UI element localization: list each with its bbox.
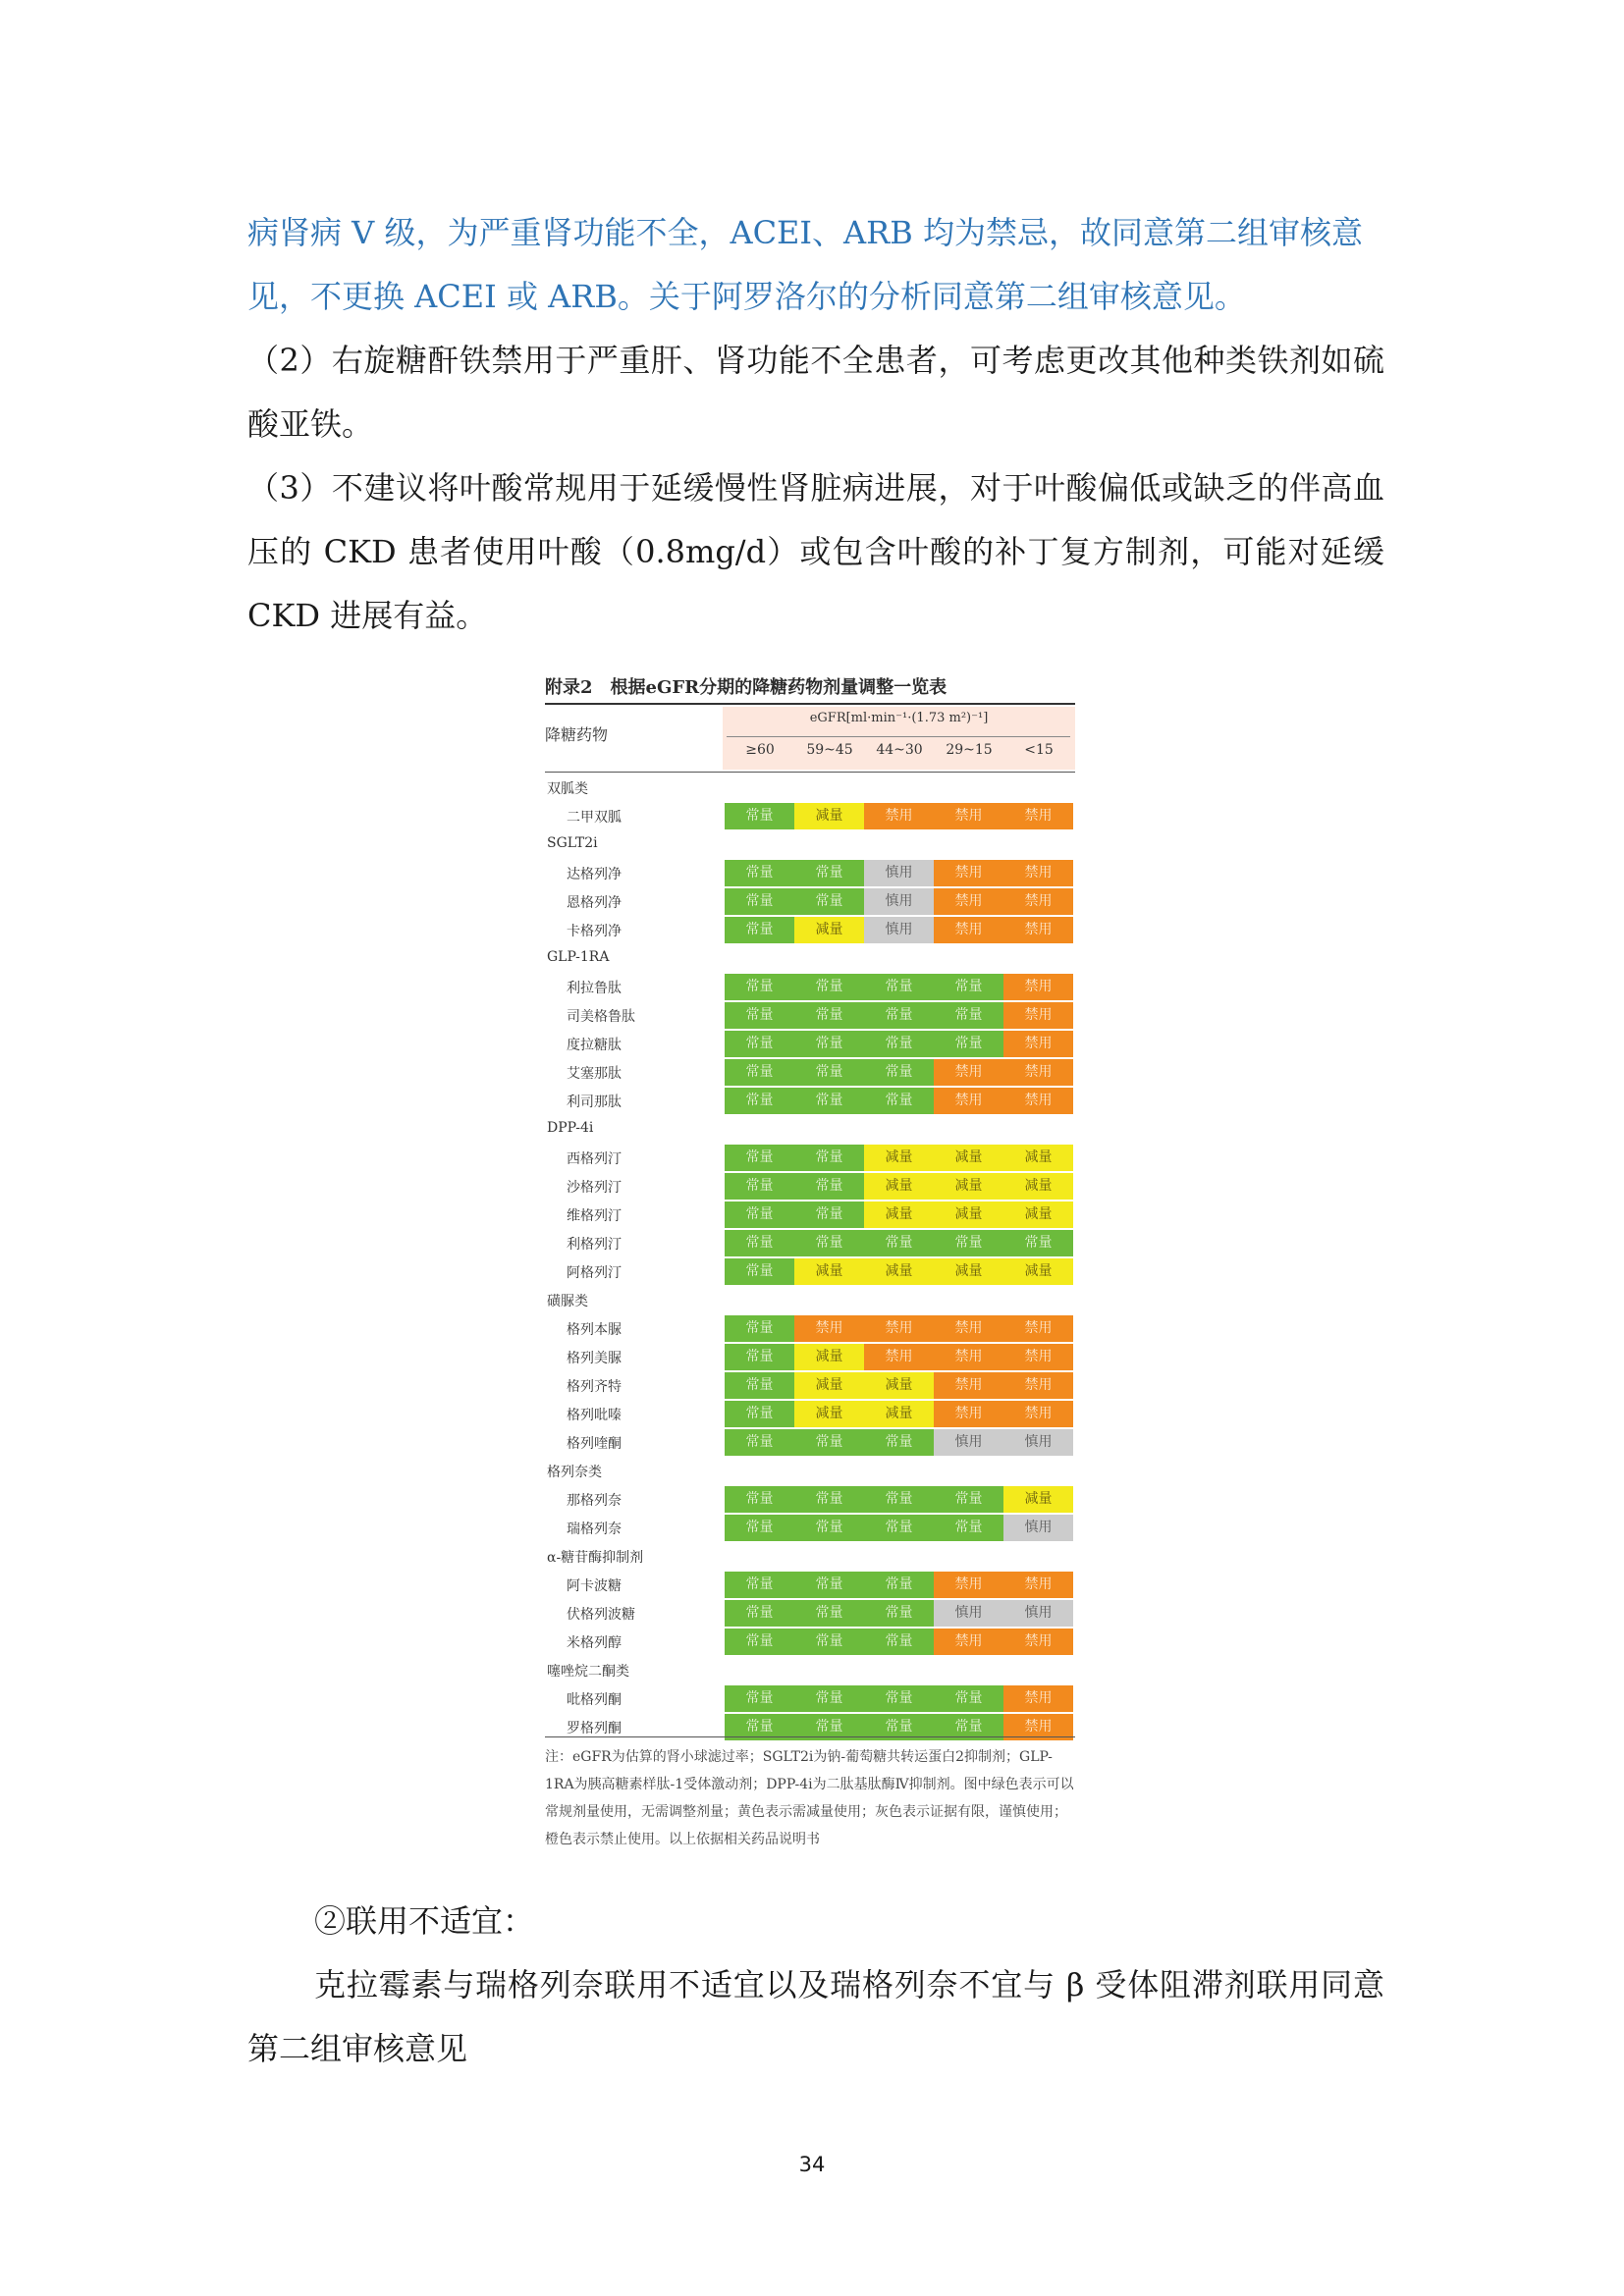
- drug-label: 维格列汀: [567, 1208, 622, 1224]
- dosage-cell: 常量: [864, 1600, 934, 1627]
- drug-dosage-table-figure: [545, 673, 1075, 1871]
- group-label: 噻唑烷二酮类: [547, 1664, 629, 1680]
- drug-label: 西格列汀: [567, 1151, 622, 1167]
- drug-label: 利司那肽: [567, 1095, 622, 1110]
- header-drug-label: 降糖药物: [545, 725, 609, 744]
- dosage-cell: 减量: [794, 1258, 864, 1285]
- dosage-cell: 禁用: [794, 1315, 864, 1342]
- dosage-cell: 禁用: [1003, 1002, 1073, 1029]
- dosage-cell: 禁用: [934, 803, 1003, 829]
- dosage-cell: 常量: [725, 1059, 794, 1086]
- table-row: [545, 1372, 1075, 1401]
- dosage-cell: 减量: [1003, 1201, 1073, 1228]
- dosage-cell: 减量: [1003, 1258, 1073, 1285]
- dosage-cell: 禁用: [1003, 1372, 1073, 1399]
- drug-label: 格列齐特: [567, 1379, 622, 1395]
- drug-label: 艾塞那肽: [567, 1066, 622, 1082]
- dosage-cell: 常量: [794, 1201, 864, 1228]
- dosage-cell: 常量: [934, 974, 1003, 1000]
- dosage-cell: 常量: [794, 1173, 864, 1200]
- dosage-cell: 禁用: [1003, 888, 1073, 915]
- dosage-cell: 常量: [725, 1031, 794, 1057]
- dosage-cell: 慎用: [1003, 1515, 1073, 1541]
- dosage-cell: 常量: [864, 1002, 934, 1029]
- drug-label: 格列喹酮: [567, 1436, 622, 1452]
- dosage-cell: 禁用: [934, 1401, 1003, 1427]
- dosage-cell: 慎用: [864, 860, 934, 886]
- dosage-cell: 常量: [725, 1600, 794, 1627]
- page-number: 34: [798, 2153, 826, 2176]
- dosage-cell: 减量: [864, 1258, 934, 1285]
- dosage-cell: 常量: [725, 1201, 794, 1228]
- dosage-cell: 减量: [1003, 1486, 1073, 1513]
- dosage-cell: 禁用: [934, 1372, 1003, 1399]
- dosage-cell: 常量: [794, 1145, 864, 1171]
- dosage-cell: 常量: [794, 1714, 864, 1740]
- dosage-cell: 减量: [864, 1145, 934, 1171]
- group-label: α-糖苷酶抑制剂: [547, 1550, 644, 1566]
- dosage-cell: 常量: [725, 1372, 794, 1399]
- dosage-cell: 慎用: [864, 888, 934, 915]
- dosage-cell: 常量: [725, 1572, 794, 1598]
- table-row: [545, 1031, 1075, 1059]
- table-row: [545, 1201, 1075, 1230]
- table-row: [545, 1088, 1075, 1116]
- dosage-cell: 常量: [794, 974, 864, 1000]
- dosage-cell: 常量: [725, 1344, 794, 1370]
- table-row: [545, 860, 1075, 888]
- header-col-4: 29~15: [946, 742, 993, 758]
- dosage-cell: 减量: [794, 1344, 864, 1370]
- dosage-cell: 禁用: [934, 888, 1003, 915]
- drug-label: 沙格列汀: [567, 1180, 622, 1196]
- dosage-cell: 常量: [934, 1230, 1003, 1256]
- paragraph-1-line-1: 病肾病 V 级，为严重肾功能不全，ACEI、ARB 均为禁忌，故同意第二组审核意: [247, 214, 1363, 251]
- table-top-rule: [545, 703, 1075, 705]
- dosage-cell: 减量: [864, 1173, 934, 1200]
- table-row: [545, 1145, 1075, 1173]
- paragraph-4-heading: ②联用不适宜：: [314, 1902, 535, 1940]
- dosage-cell: 减量: [864, 1201, 934, 1228]
- dosage-cell: 减量: [864, 1401, 934, 1427]
- dosage-cell: 常量: [725, 1429, 794, 1456]
- drug-label: 阿卡波糖: [567, 1578, 622, 1594]
- header-col-3: 44~30: [876, 742, 923, 758]
- dosage-cell: 常量: [934, 1002, 1003, 1029]
- drug-label: 司美格鲁肽: [567, 1009, 635, 1025]
- paragraph-1-line-2: 见，不更换 ACEI 或 ARB。关于阿罗洛尔的分析同意第二组审核意见。: [247, 278, 1246, 315]
- table-row: [545, 1600, 1075, 1629]
- dosage-cell: 常量: [864, 1429, 934, 1456]
- table-row: [545, 1401, 1075, 1429]
- dosage-cell: 常量: [794, 888, 864, 915]
- table-row: [545, 1486, 1075, 1515]
- dosage-cell: 禁用: [934, 1059, 1003, 1086]
- drug-label: 度拉糖肽: [567, 1038, 622, 1053]
- dosage-cell: 常量: [794, 1685, 864, 1712]
- table-row: [545, 803, 1075, 831]
- table-row: [545, 1230, 1075, 1258]
- table-row: [545, 1685, 1075, 1714]
- dosage-cell: 常量: [725, 1685, 794, 1712]
- drug-label: 伏格列波糖: [567, 1607, 635, 1623]
- dosage-cell: 禁用: [934, 1572, 1003, 1598]
- dosage-cell: 常量: [934, 1031, 1003, 1057]
- dosage-cell: 常量: [725, 917, 794, 943]
- dosage-cell: 常量: [725, 1088, 794, 1114]
- dosage-cell: 常量: [934, 1515, 1003, 1541]
- dosage-cell: 常量: [864, 1515, 934, 1541]
- drug-label: 米格列醇: [567, 1635, 622, 1651]
- table-row: [545, 917, 1075, 945]
- dosage-cell: 禁用: [1003, 1344, 1073, 1370]
- table-row: [545, 888, 1075, 917]
- dosage-cell: 禁用: [1003, 1685, 1073, 1712]
- dosage-cell: 禁用: [1003, 1401, 1073, 1427]
- drug-label: 二甲双胍: [567, 810, 622, 826]
- dosage-cell: 慎用: [864, 917, 934, 943]
- dosage-cell: 常量: [864, 1230, 934, 1256]
- drug-label: 吡格列酮: [567, 1692, 622, 1708]
- table-row: [545, 1173, 1075, 1201]
- dosage-cell: 禁用: [934, 860, 1003, 886]
- dosage-cell: 减量: [934, 1258, 1003, 1285]
- dosage-cell: 禁用: [934, 1088, 1003, 1114]
- dosage-cell: 常量: [725, 888, 794, 915]
- dosage-cell: 减量: [934, 1173, 1003, 1200]
- dosage-cell: 常量: [794, 1002, 864, 1029]
- header-bottom-rule: [545, 772, 1075, 773]
- dosage-cell: 常量: [934, 1714, 1003, 1740]
- dosage-cell: 减量: [934, 1201, 1003, 1228]
- dosage-cell: 禁用: [1003, 1714, 1073, 1740]
- header-col-1: ≥60: [745, 742, 775, 758]
- dosage-cell: 减量: [934, 1145, 1003, 1171]
- dosage-cell: 常量: [794, 1572, 864, 1598]
- drug-label: 恩格列净: [567, 895, 622, 911]
- dosage-cell: 常量: [864, 1059, 934, 1086]
- dosage-cell: 禁用: [1003, 1572, 1073, 1598]
- table-group-row: [545, 1657, 1075, 1685]
- dosage-cell: 常量: [864, 1685, 934, 1712]
- group-label: 格列奈类: [547, 1465, 602, 1480]
- dosage-cell: 常量: [934, 1486, 1003, 1513]
- drug-label: 格列吡嗪: [567, 1408, 622, 1423]
- dosage-cell: 常量: [725, 1401, 794, 1427]
- group-label: 双胍类: [547, 781, 588, 797]
- dosage-cell: 禁用: [864, 803, 934, 829]
- dosage-cell: 常量: [725, 974, 794, 1000]
- drug-label: 达格列净: [567, 867, 622, 882]
- table-group-row: [545, 1116, 1075, 1145]
- dosage-cell: 慎用: [1003, 1429, 1073, 1456]
- table-row: [545, 1344, 1075, 1372]
- dosage-cell: 减量: [1003, 1173, 1073, 1200]
- dosage-cell: 禁用: [934, 1315, 1003, 1342]
- dosage-cell: 禁用: [1003, 917, 1073, 943]
- paragraph-2: （2）右旋糖酐铁禁用于严重肝、肾功能不全患者，可考虑更改其他种类铁剂如硫酸亚铁。: [247, 342, 1384, 443]
- dosage-cell: 常量: [794, 1486, 864, 1513]
- drug-label: 格列本脲: [567, 1322, 622, 1338]
- dosage-cell: 禁用: [1003, 974, 1073, 1000]
- table-row: [545, 1629, 1075, 1657]
- dosage-cell: 禁用: [864, 1315, 934, 1342]
- dosage-cell: 常量: [794, 1059, 864, 1086]
- dosage-cell: 常量: [725, 1629, 794, 1655]
- dosage-cell: 常量: [725, 803, 794, 829]
- drug-label: 那格列奈: [567, 1493, 622, 1509]
- table-group-row: [545, 1458, 1075, 1486]
- dosage-cell: 禁用: [1003, 1088, 1073, 1114]
- table-group-row: [545, 774, 1075, 803]
- dosage-cell: 常量: [725, 1173, 794, 1200]
- dosage-cell: 常量: [864, 1629, 934, 1655]
- dosage-cell: 常量: [725, 1230, 794, 1256]
- dosage-cell: 减量: [794, 803, 864, 829]
- table-row: [545, 1059, 1075, 1088]
- dosage-cell: 常量: [725, 1002, 794, 1029]
- dosage-cell: 常量: [794, 1429, 864, 1456]
- dosage-cell: 常量: [794, 1230, 864, 1256]
- header-divider: [727, 736, 1070, 737]
- header-egfr-label: eGFR[ml·min⁻¹·(1.73 m²)⁻¹]: [809, 711, 989, 725]
- drug-label: 利格列汀: [567, 1237, 622, 1253]
- dosage-cell: 常量: [864, 974, 934, 1000]
- table-row: [545, 1515, 1075, 1543]
- group-label: DPP-4i: [547, 1120, 594, 1136]
- dosage-cell: 减量: [1003, 1145, 1073, 1171]
- group-label: 磺脲类: [547, 1294, 588, 1309]
- dosage-cell: 常量: [725, 1145, 794, 1171]
- table-row: [545, 1572, 1075, 1600]
- dosage-cell: 常量: [1003, 1230, 1073, 1256]
- dosage-cell: 常量: [934, 1685, 1003, 1712]
- dosage-cell: 禁用: [934, 1629, 1003, 1655]
- drug-label: 卡格列净: [567, 924, 622, 939]
- drug-label: 阿格列汀: [567, 1265, 622, 1281]
- dosage-cell: 常量: [725, 1714, 794, 1740]
- dosage-cell: 减量: [864, 1372, 934, 1399]
- header-col-2: 59~45: [806, 742, 853, 758]
- table-group-row: [545, 1543, 1075, 1572]
- dosage-cell: 禁用: [934, 1344, 1003, 1370]
- dosage-cell: 禁用: [1003, 860, 1073, 886]
- dosage-cell: 常量: [794, 1515, 864, 1541]
- dosage-cell: 常量: [725, 1258, 794, 1285]
- table-title: 附录2 根据eGFR分期的降糖药物剂量调整一览表: [545, 677, 947, 698]
- paragraph-3: （3）不建议将叶酸常规用于延缓慢性肾脏病进展，对于叶酸偏低或缺乏的伴高血压的 CKD 患者使用叶酸（0.8mg/d）或包含叶酸的补丁复方制剂，可能对延缓 CKD 进展有益。: [247, 469, 1384, 634]
- dosage-cell: 常量: [864, 1088, 934, 1114]
- dosage-cell: 常量: [794, 1629, 864, 1655]
- dosage-cell: 禁用: [1003, 1315, 1073, 1342]
- dosage-cell: 禁用: [1003, 1059, 1073, 1086]
- dosage-cell: 禁用: [864, 1344, 934, 1370]
- table-row: [545, 974, 1075, 1002]
- dosage-cell: 常量: [864, 1031, 934, 1057]
- group-label: GLP-1RA: [547, 949, 610, 965]
- dosage-cell: 常量: [794, 860, 864, 886]
- dosage-cell: 禁用: [934, 917, 1003, 943]
- dosage-cell: 减量: [794, 917, 864, 943]
- drug-label: 利拉鲁肽: [567, 981, 622, 996]
- table-group-row: [545, 1287, 1075, 1315]
- dosage-cell: 减量: [794, 1372, 864, 1399]
- dosage-cell: 常量: [864, 1486, 934, 1513]
- dosage-cell: 常量: [725, 1486, 794, 1513]
- dosage-cell: 常量: [794, 1031, 864, 1057]
- table-row: [545, 1258, 1075, 1287]
- table-bottom-rule: [545, 1736, 1075, 1737]
- table-row: [545, 1315, 1075, 1344]
- dosage-cell: 常量: [725, 860, 794, 886]
- drug-label: 格列美脲: [567, 1351, 622, 1366]
- dosage-cell: 常量: [794, 1088, 864, 1114]
- table-group-row: [545, 831, 1075, 860]
- header-col-5: <15: [1024, 742, 1054, 758]
- dosage-cell: 慎用: [1003, 1600, 1073, 1627]
- dosage-cell: 禁用: [1003, 1031, 1073, 1057]
- dosage-cell: 减量: [794, 1401, 864, 1427]
- dosage-cell: 常量: [864, 1714, 934, 1740]
- dosage-cell: 常量: [725, 1315, 794, 1342]
- table-row: [545, 1714, 1075, 1742]
- dosage-cell: 慎用: [934, 1600, 1003, 1627]
- dosage-cell: 禁用: [1003, 803, 1073, 829]
- table-row: [545, 1429, 1075, 1458]
- drug-label: 罗格列酮: [567, 1721, 622, 1736]
- table-note: 注：eGFR为估算的肾小球滤过率；SGLT2i为钠-葡萄糖共转运蛋白2抑制剂；GLP-1RA为胰高糖素样肽-1受体激动剂；DPP-4i为二肽基肽酶Ⅳ抑制剂。图中绿色表示可以常规剂量使用，无需调整剂量；黄色表示需减量使用；灰色表示证据有限，谨慎使用；橙色表示禁止使用。以上依据相关药品说明书: [545, 1749, 1074, 1847]
- dosage-cell: 禁用: [1003, 1629, 1073, 1655]
- paragraph-5: 克拉霉素与瑞格列奈联用不适宜以及瑞格列奈不宜与 β 受体阻滞剂联用同意第二组审核意见: [247, 1966, 1384, 2067]
- dosage-cell: 慎用: [934, 1429, 1003, 1456]
- dosage-cell: 常量: [864, 1572, 934, 1598]
- dosage-cell: 常量: [794, 1600, 864, 1627]
- table-row: [545, 1002, 1075, 1031]
- dosage-cell: 常量: [725, 1515, 794, 1541]
- group-label: SGLT2i: [547, 835, 598, 851]
- drug-label: 瑞格列奈: [567, 1522, 622, 1537]
- table-group-row: [545, 945, 1075, 974]
